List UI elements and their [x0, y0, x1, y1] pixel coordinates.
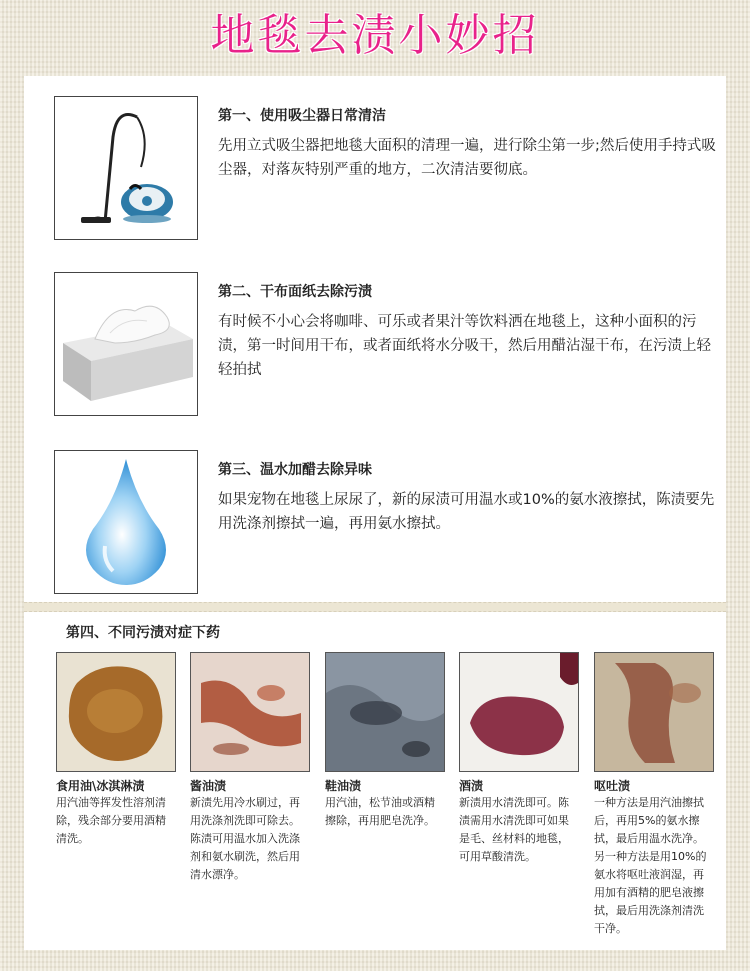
- stain-name: 鞋油渍: [325, 779, 362, 793]
- step-1-text: 先用立式吸尘器把地毯大面积的清理一遍，进行除尘第一步;然后使用手持式吸尘器，对落灰特别严重的地方，二次清洁要彻底。: [218, 138, 716, 178]
- stain-description: 新渍用水清洗即可。陈渍需用水清洗即可如果是毛、丝材料的地毯，可用草酸清洗。: [459, 796, 569, 863]
- section-4-title: 第四、不同污渍对症下药: [66, 625, 220, 641]
- step-2-text: 有时候不小心会将咖啡、可乐或者果汁等饮料洒在地毯上，这种小面积的污渍，第一时间用干布，或者面纸将水分吸干，然后用醋沾湿干布，在污渍上轻轻拍拭: [218, 314, 711, 378]
- step-3-text: 如果宠物在地毯上尿尿了，新的尿渍可用温水或10%的氨水液擦拭，陈渍要先用洗涤剂擦拭一遍，再用氨水擦拭。: [218, 492, 715, 532]
- water-drop-image: [54, 450, 198, 594]
- step-2-title: 第二、干布面纸去除污渍: [218, 284, 372, 300]
- vacuum-cleaner-image: [54, 96, 198, 240]
- stain-name: 食用油\冰淇淋渍: [56, 779, 145, 793]
- step-1-title: 第一、使用吸尘器日常清洁: [218, 108, 386, 124]
- shoe-polish-stain-image: [325, 652, 445, 772]
- stain-name: 酱油渍: [190, 779, 227, 793]
- stain-description: 用汽油等挥发性溶剂清除，残余部分要用酒精清洗。: [56, 796, 166, 845]
- page-title: 地毯去渍小妙招: [210, 10, 540, 61]
- stain-item-vomit: [594, 652, 714, 938]
- tissue-box-image: [54, 272, 198, 416]
- step-3-title: 第三、温水加醋去除异味: [218, 462, 372, 478]
- stain-item-soy-sauce: [190, 652, 310, 884]
- soy-sauce-stain-image: [190, 652, 310, 772]
- section-divider: [24, 602, 726, 612]
- stain-name: 呕吐渍: [594, 779, 631, 793]
- vomit-stain-image: [594, 652, 714, 772]
- wine-stain-image: [459, 652, 579, 772]
- stain-description: 一种方法是用汽油擦拭后，再用5%的氨水擦拭，最后用温水洗净。另一种方法是用10%的氨水将呕吐液润湿，再用加有酒精的肥皂液擦拭，最后用洗涤剂清洗干净。: [594, 796, 707, 935]
- stain-item-wine: [459, 652, 579, 866]
- stain-item-shoe-polish: [325, 652, 445, 830]
- oil-stain-image: [56, 652, 176, 772]
- stain-item-oil: [56, 652, 176, 848]
- stain-name: 酒渍: [459, 779, 484, 793]
- stain-description: 用汽油，松节油或酒精擦除，再用肥皂洗净。: [325, 796, 435, 827]
- stain-description: 新渍先用冷水刷过，再用洗涤剂洗即可除去。陈渍可用温水加入洗涤剂和氨水刷洗，然后用清水漂净。: [190, 796, 300, 881]
